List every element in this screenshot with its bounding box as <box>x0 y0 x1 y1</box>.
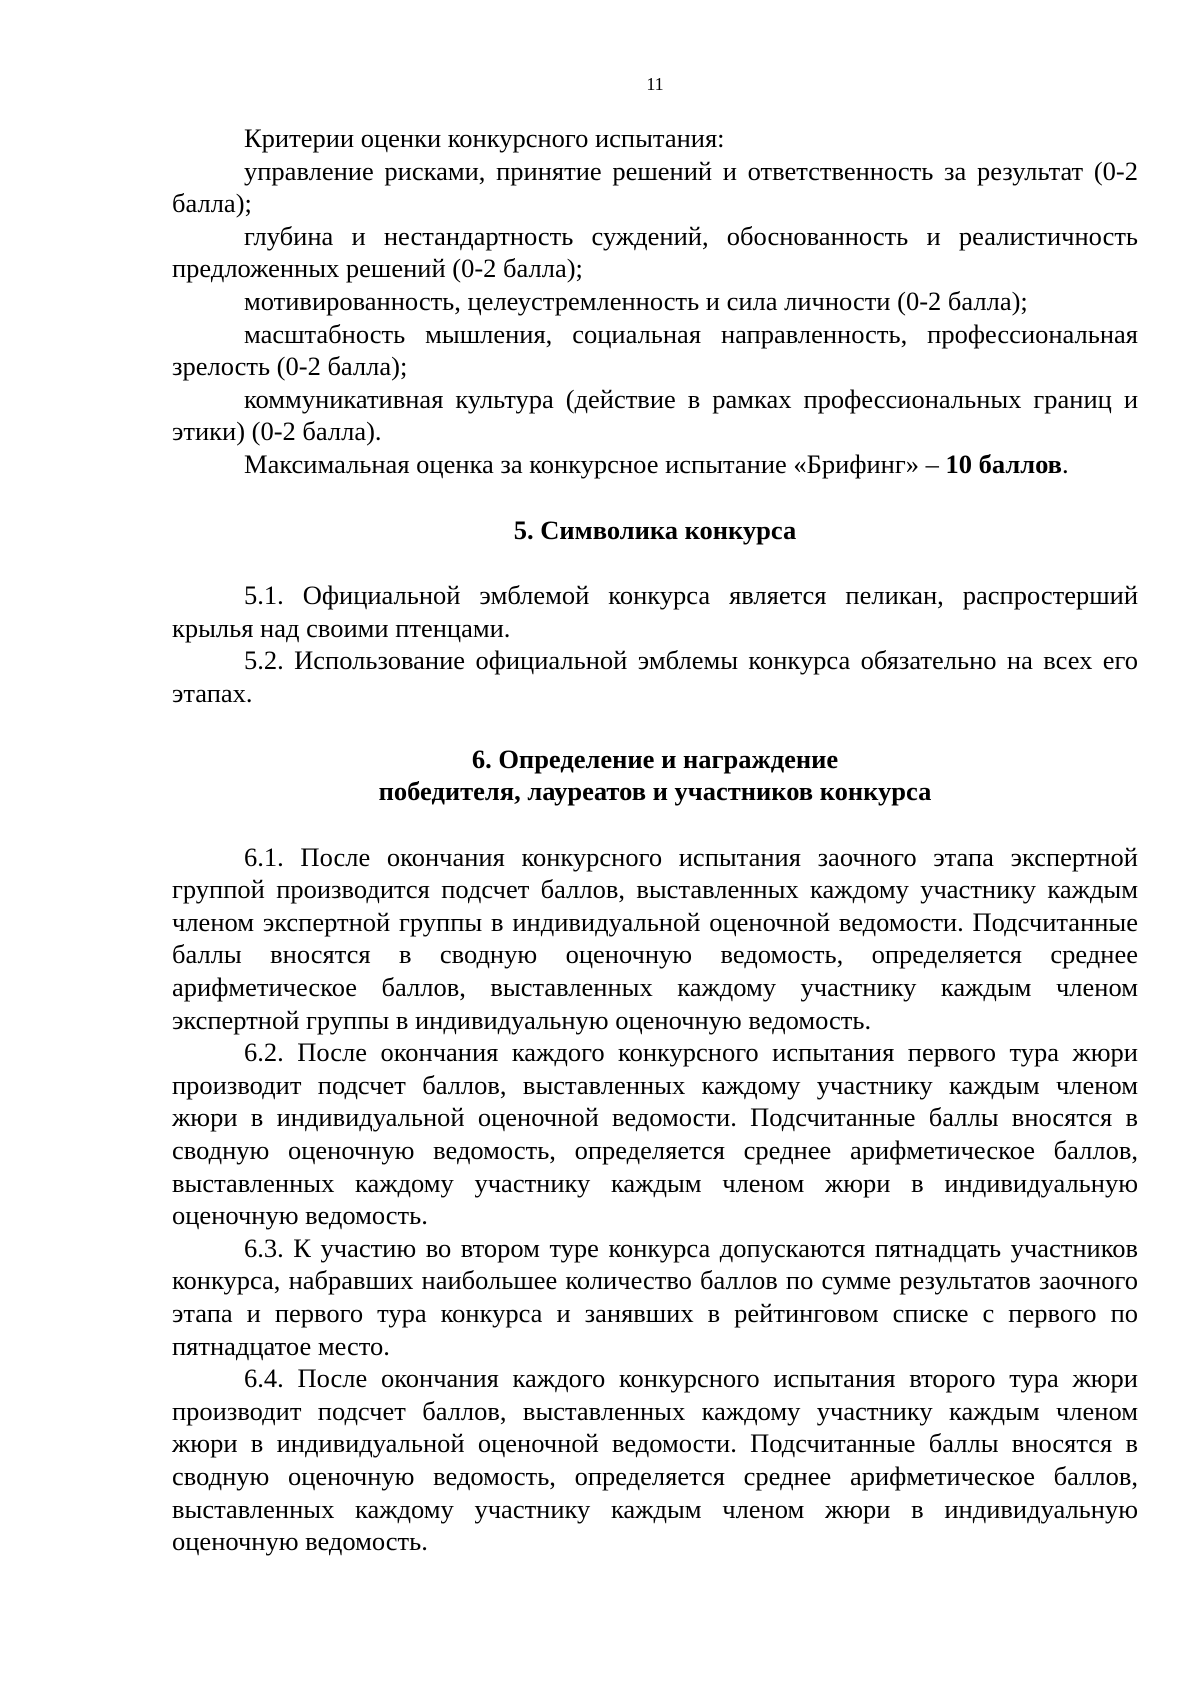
paragraph-6-4: 6.4. После окончания каждого конкурсного испытания второго тура жюри производит подсчет баллов, выставленных каждому участнику каждым членом жюри в индивидуальной оценочной ведомости. Подсчитанные баллы вносятся в сводную оценочную ведомость, определяется среднее арифметическое баллов, выставленных каждому участнику каждым членом жюри в индивидуальную оценочную ведомость. <box>172 1363 1138 1557</box>
criteria-item-5: коммуникативная культура (действие в рамках профессиональных границ и этики) (0-2 балла). <box>172 383 1138 447</box>
max-score-end: . <box>1062 448 1069 479</box>
section-6-title <box>172 743 1138 808</box>
max-score-value: 10 баллов <box>945 448 1062 479</box>
page-number: 11 <box>646 74 664 94</box>
section-5-title: 5. Символика конкурса <box>513 514 797 545</box>
max-score-text: Максимальная оценка за конкурсное испытание «Брифинг» – <box>244 448 946 479</box>
max-score-paragraph <box>172 448 1138 481</box>
section-6-title-line1: 6. Определение и награждение <box>471 743 839 774</box>
paragraph-6-3: 6.3. К участию во втором туре конкурса допускаются пятнадцать участников конкурса, набравших наибольшее количество баллов по сумме результатов заочного этапа и первого тура конкурса и занявших в рейтинговом списке с первого по пятнадцатое место. <box>172 1232 1138 1361</box>
paragraph-5-2: 5.2. Использование официальной эмблемы конкурса обязательно на всех его этапах. <box>172 645 1138 708</box>
criteria-item-2: глубина и нестандартность суждений, обоснованность и реалистичность предложенных решений (0-2 балла); <box>172 220 1138 284</box>
criteria-item-1: управление рисками, принятие решений и ответственность за результат (0-2 балла); <box>172 155 1138 219</box>
paragraph-5-1: 5.1. Официальной эмблемой конкурса является пеликан, распростерший крылья над своими птенцами. <box>172 580 1138 643</box>
page-content <box>172 122 1138 1558</box>
paragraph-6-1: 6.1. После окончания конкурсного испытания заочного этапа экспертной группой производится подсчет баллов, выставленных каждому участнику каждым членом экспертной группы в индивидуальной оценочной ведомости. Подсчитанные баллы вносятся в сводную оценочную ведомость, определяется среднее арифметическое баллов, выставленных каждому участнику каждым членом экспертной группы в индивидуальную оценочную ведомость. <box>172 841 1138 1035</box>
criteria-item-3: мотивированность, целеустремленность и сила личности (0-2 балла); <box>244 285 1028 316</box>
criteria-heading: Критерии оценки конкурсного испытания: <box>244 123 725 153</box>
paragraph-6-2: 6.2. После окончания каждого конкурсного испытания первого тура жюри производит подсчет баллов, выставленных каждому участнику каждым членом жюри в индивидуальной оценочной ведомости. Подсчитанные баллы вносятся в сводную оценочную ведомость, определяется среднее арифметическое баллов, выставленных каждому участнику каждым членом жюри в индивидуальную оценочную ведомость. <box>172 1037 1138 1231</box>
section-6-title-line2: победителя, лауреатов и участников конкурса <box>378 776 932 807</box>
criteria-item-4: масштабность мышления, социальная направленность, профессиональная зрелость (0-2 балла); <box>172 318 1138 382</box>
